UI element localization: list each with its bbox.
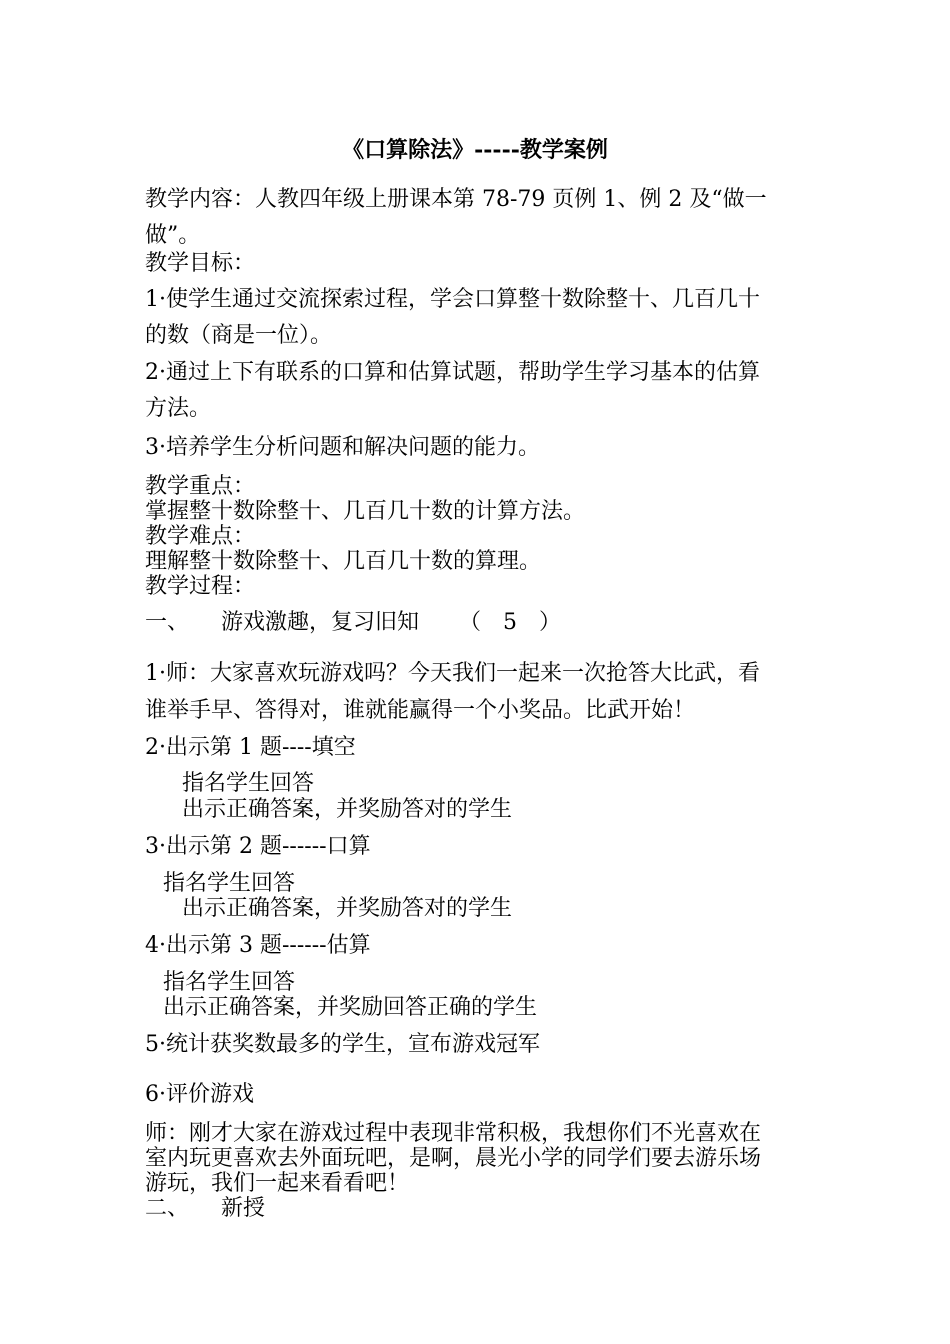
key-points-label: 教学重点： xyxy=(145,474,256,499)
paren-open: （ xyxy=(459,610,482,635)
teaching-content-line-1: 教学内容：人教四年级上册课本第 78-79 页例 1、例 2 及“做一 xyxy=(145,187,767,212)
section-1-number: 一、 xyxy=(145,610,190,635)
step-5: 5·统计获奖数最多的学生，宣布游戏冠军 xyxy=(145,1032,540,1057)
section-1-minutes: 5 xyxy=(503,610,518,635)
step-4-answer: 指名学生回答 xyxy=(163,970,296,995)
teacher-line-2: 室内玩更喜欢去外面玩吧，是啊，晨光小学的同学们要去游乐场 xyxy=(145,1146,762,1171)
step-4: 4·出示第 3 题------估算 xyxy=(145,933,371,958)
goal-1-line-1: 1·使学生通过交流探索过程，学会口算整十数除整十、几百几十 xyxy=(145,287,760,312)
teacher-line-3: 游玩，我们一起来看看吧！ xyxy=(145,1171,410,1196)
document-title: 《口算除法》-----教学案例 xyxy=(342,137,608,163)
step-3: 3·出示第 2 题------口算 xyxy=(145,834,371,859)
process-label: 教学过程： xyxy=(145,574,256,599)
step-6: 6·评价游戏 xyxy=(145,1082,254,1107)
step-2: 2·出示第 1 题----填空 xyxy=(145,735,356,760)
section-1-title: 游戏激趣，复习旧知 xyxy=(221,610,420,635)
difficulty-label: 教学难点： xyxy=(145,524,256,549)
step-1-line-2: 谁举手早、答得对，谁就能赢得一个小奖品。比武开始！ xyxy=(145,698,696,723)
step-4-reward: 出示正确答案，并奖励回答正确的学生 xyxy=(163,995,538,1020)
key-points-text: 掌握整十数除整十、几百几十数的计算方法。 xyxy=(145,499,586,524)
teaching-content-line-2: 做”。 xyxy=(145,223,201,248)
section-2-number: 二、 xyxy=(145,1196,190,1221)
goal-3: 3·培养学生分析问题和解决问题的能力。 xyxy=(145,435,540,460)
step-2-reward: 出示正确答案，并奖励答对的学生 xyxy=(182,797,513,822)
goal-2-line-1: 2·通过上下有联系的口算和估算试题，帮助学生学习基本的估算 xyxy=(145,360,760,385)
goal-1-line-2: 的数（商是一位）。 xyxy=(145,323,333,348)
section-1-heading xyxy=(145,610,561,636)
step-3-answer: 指名学生回答 xyxy=(163,871,296,896)
difficulty-text: 理解整十数除整十、几百几十数的算理。 xyxy=(145,549,542,574)
section-2-heading xyxy=(145,1196,265,1222)
paren-close: ） xyxy=(539,610,562,635)
step-1-line-1: 1·师：大家喜欢玩游戏吗？今天我们一起来一次抢答大比武，看 xyxy=(145,661,760,686)
step-3-reward: 出示正确答案，并奖励答对的学生 xyxy=(182,896,513,921)
teacher-line-1: 师：刚才大家在游戏过程中表现非常积极，我想你们不光喜欢在 xyxy=(145,1121,762,1146)
step-2-answer: 指名学生回答 xyxy=(182,771,315,796)
goal-2-line-2: 方法。 xyxy=(145,396,212,421)
teaching-goals-label: 教学目标： xyxy=(145,251,256,276)
section-2-title: 新授 xyxy=(221,1196,266,1221)
section-1-time xyxy=(459,610,561,636)
